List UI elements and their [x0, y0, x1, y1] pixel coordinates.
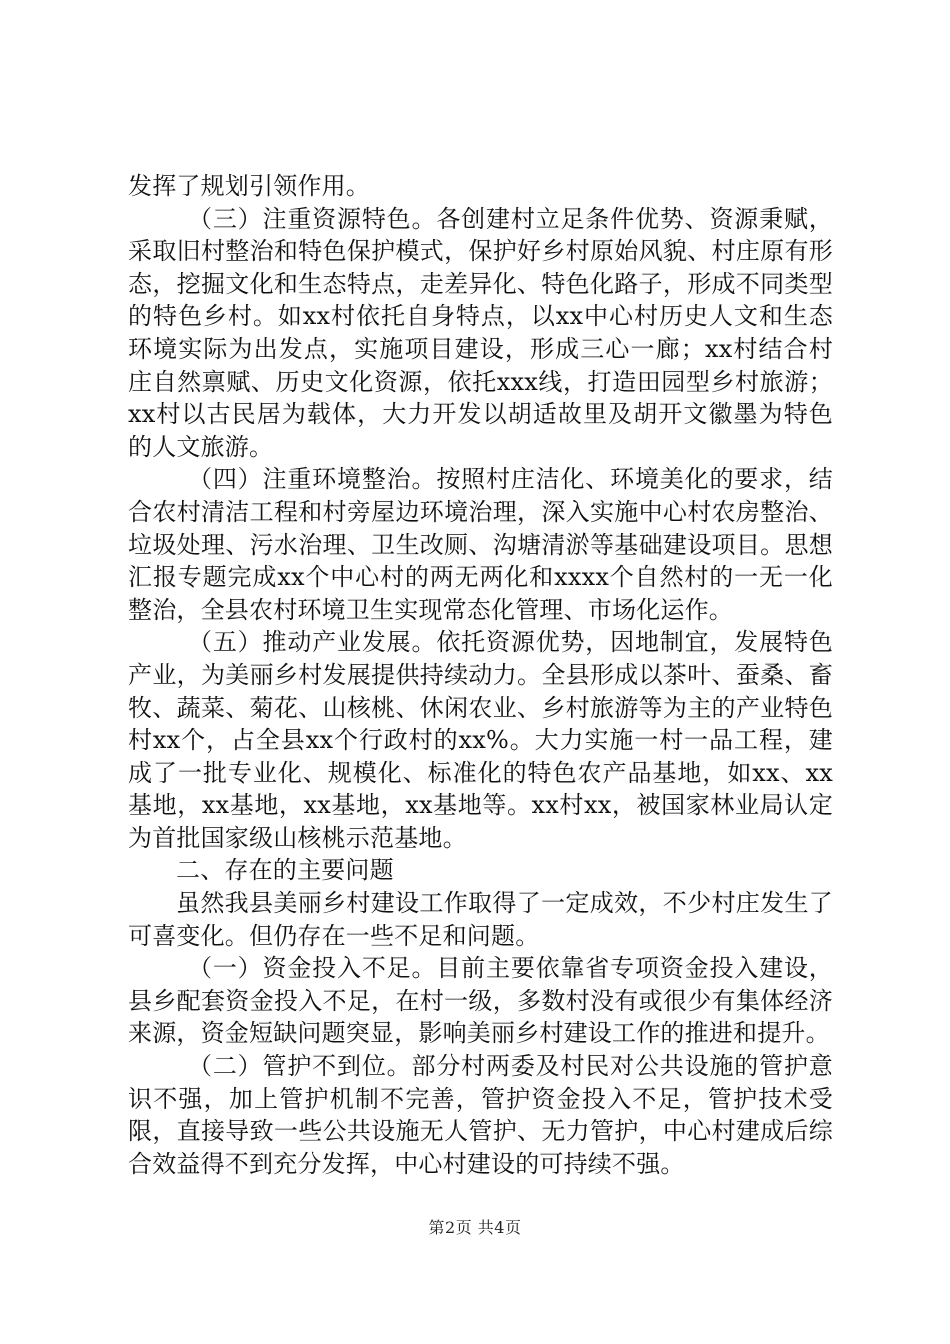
section-heading-main-problems: 二、存在的主要问题: [176, 856, 394, 885]
document-body: [128, 170, 833, 1180]
paragraph-maintenance-issues: （二）管护不到位。部分村两委及村民对公共设施的管护意识不强，加上管护机制不完善，管护资金投入不足，管护技术受限，直接导致一些公共设施无人管护、无力管护，中心村建成后综合效益得不到充分发挥，中心村建设的可持续不强。: [128, 1052, 833, 1178]
paragraph-problems-intro: 虽然我县美丽乡村建设工作取得了一定成效，不少村庄发生了可喜变化。但仍存在一些不足和问题。: [128, 889, 833, 950]
paragraph-industry-development: （五）推动产业发展。依托资源优势，因地制宜，发展特色产业，为美丽乡村发展提供持续动力。全县形成以茶叶、蚕桑、畜牧、蔬菜、菊花、山核桃、休闲农业、乡村旅游等为主的产业特色村xx个，占全县xx个行政村的xx%。大力实施一村一品工程，建成了一批专业化、规模化、标准化的特色农产品基地，如xx、xx基地，xx基地，xx基地，xx基地等。xx村xx，被国家林业局认定为首批国家级山核桃示范基地。: [128, 628, 833, 852]
page-number-footer: 第2页 共4页: [428, 1218, 522, 1237]
paragraph-continuation: 发挥了规划引领作用。: [128, 172, 370, 200]
paragraph-resource-features: （三）注重资源特色。各创建村立足条件优势、资源秉赋，采取旧村整治和特色保护模式，保护好乡村原始风貌、村庄原有形态，挖掘文化和生态特点，走差异化、特色化路子，形成不同类型的特色乡村。如xx村依托自身特点，以xx中心村历史人文和生态环境实际为出发点，实施项目建设，形成三心一廊；xx村结合村庄自然禀赋、历史文化资源，依托xxx线，打造田园型乡村旅游；xx村以古民居为载体，大力开发以胡适故里及胡开文徽墨为特色的人文旅游。: [128, 204, 833, 461]
paragraph-insufficient-funding: （一）资金投入不足。目前主要依靠省专项资金投入建设，县乡配套资金投入不足，在村一级，多数村没有或很少有集体经济来源，资金短缺问题突显，影响美丽乡村建设工作的推进和提升。: [128, 954, 833, 1048]
paragraph-environment-improvement: （四）注重环境整治。按照村庄洁化、环境美化的要求，结合农村清洁工程和村旁屋边环境治理，深入实施中心村农房整治、垃圾处理、污水治理、卫生改厕、沟塘清淤等基础建设项目。思想汇报专题完成xx个中心村的两无两化和xxxx个自然村的一无一化整治，全县农村环境卫生实现常态化管理、市场化运作。: [128, 465, 833, 624]
